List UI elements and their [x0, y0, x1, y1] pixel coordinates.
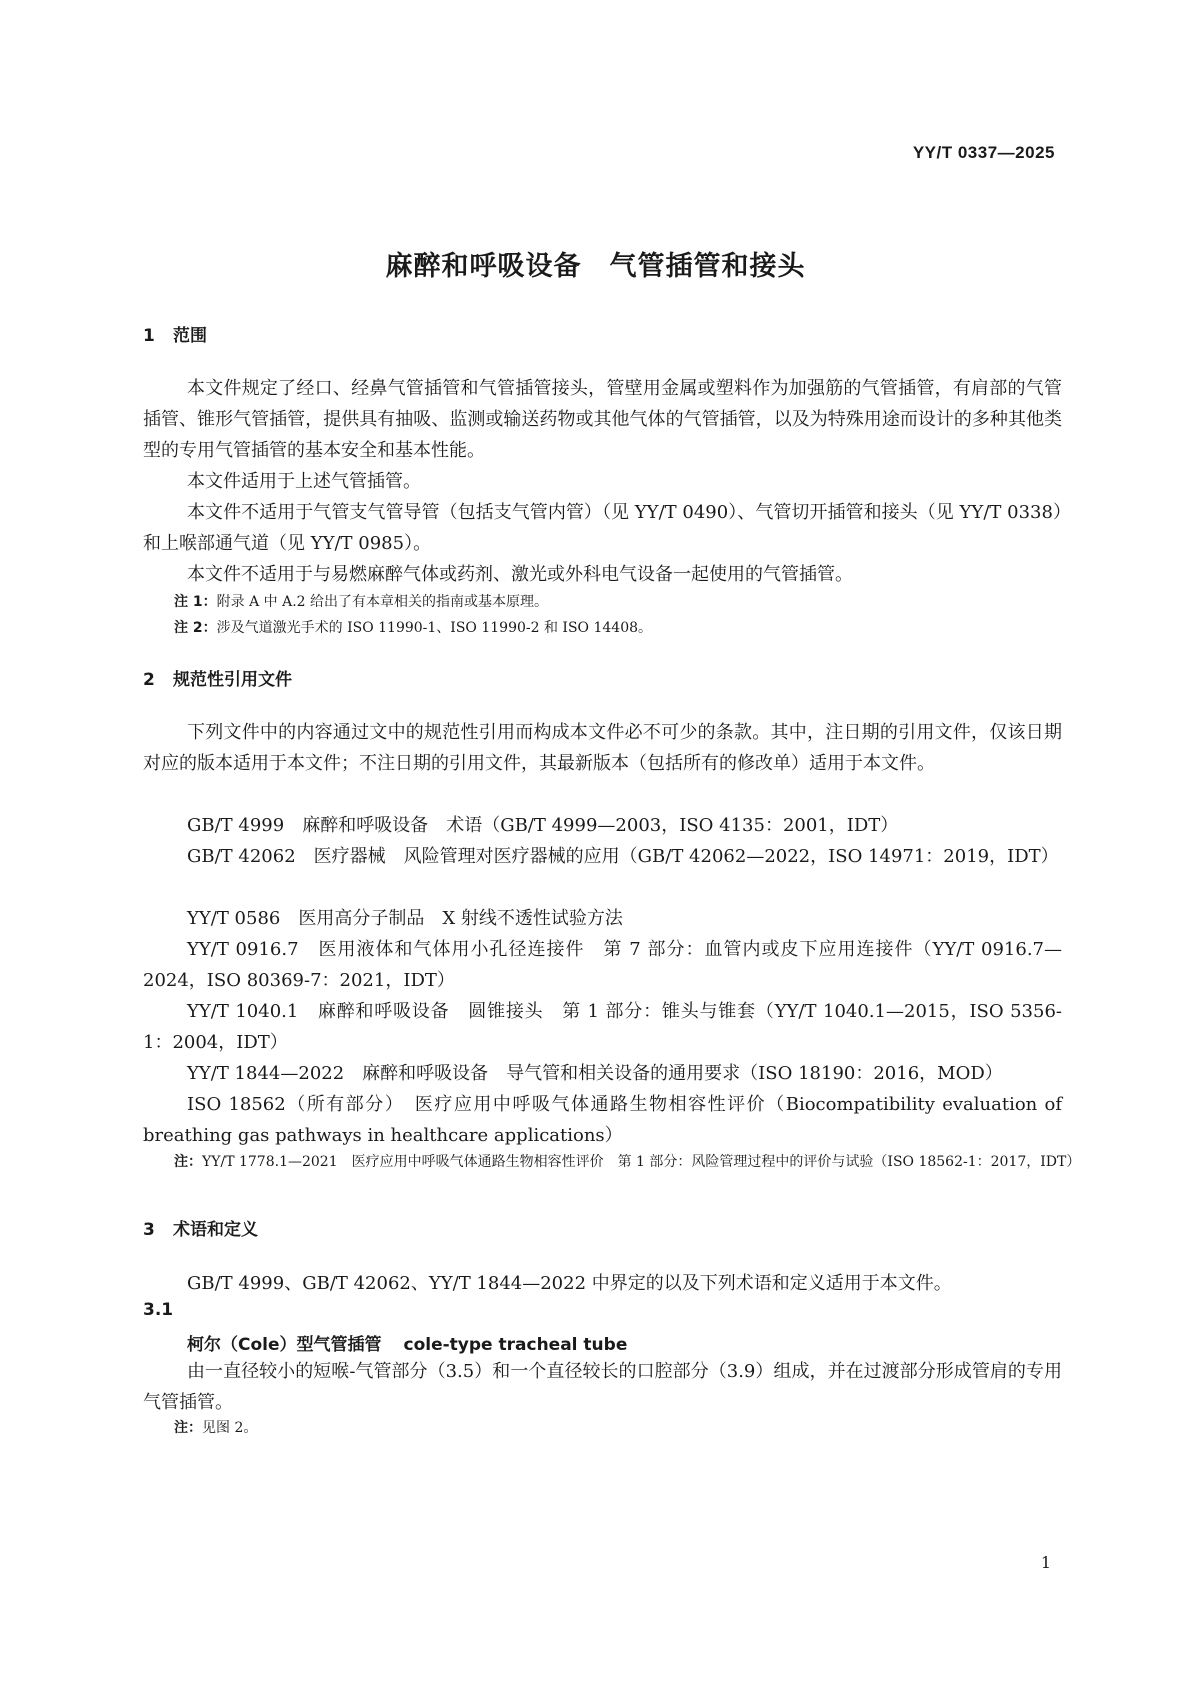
- scope-note-2: [174, 616, 1064, 641]
- reference-item: YY/T 1040.1 麻醉和呼吸设备 圆锥接头 第 1 部分：锥头与锥套（YY/T 1040.1—2015，ISO 5356-1：2004，IDT）: [143, 1001, 1062, 1053]
- section-heading-scope: [143, 321, 207, 346]
- page-number: 1: [1040, 1553, 1051, 1572]
- document-title: 麻醉和呼吸设备 气管插管和接头: [385, 251, 806, 282]
- reference-item: GB/T 42062 医疗器械 风险管理对医疗器械的应用（GB/T 42062—2022，ISO 14971：2019，IDT）: [187, 846, 1059, 867]
- section-number: 3: [143, 1220, 155, 1240]
- references-note: [174, 1150, 1097, 1175]
- section-heading-terms-definitions: [143, 1215, 258, 1240]
- scope-paragraph-2: 本文件适用于上述气管插管。: [187, 471, 421, 492]
- term-number: 3.1: [143, 1300, 174, 1320]
- section-title: 规范性引用文件: [173, 670, 292, 690]
- terms-intro: GB/T 4999、GB/T 42062、YY/T 1844—2022 中界定的以及下列术语和定义适用于本文件。: [187, 1273, 952, 1294]
- reference-item: YY/T 0916.7 医用液体和气体用小孔径连接件 第 7 部分：血管内或皮下应用连接件（YY/T 0916.7—2024，ISO 80369-7：2021，IDT）: [143, 939, 1062, 991]
- note-text: 附录 A 中 A.2 给出了有本章相关的指南或基本原理。: [216, 594, 549, 610]
- section-number: 1: [143, 326, 155, 346]
- standard-number: YY/T 0337—2025: [912, 143, 1055, 162]
- term-definition: 由一直径较小的短喉-气管部分（3.5）和一个直径较长的口腔部分（3.9）组成，并在过渡部分形成管肩的专用气管插管。: [143, 1361, 1062, 1413]
- term-zh: 柯尔（Cole）型气管插管: [187, 1335, 382, 1355]
- section-title: 范围: [173, 326, 207, 346]
- scope-paragraph-1: 本文件规定了经口、经鼻气管插管和气管插管接头，管壁用金属或塑料作为加强筋的气管插管，有肩部的气管插管、锥形气管插管，提供具有抽吸、监测或输送药物或其他气体的气管插管，以及为特殊用途而设计的多种其他类型的专用气管插管的基本安全和基本性能。: [143, 378, 1062, 461]
- note-text: 涉及气道激光手术的 ISO 11990-1、ISO 11990-2 和 ISO 14408。: [216, 620, 653, 636]
- reference-item: YY/T 1844—2022 麻醉和呼吸设备 导气管和相关设备的通用要求（ISO 18190：2016，MOD）: [187, 1063, 1003, 1084]
- term-note: [174, 1416, 1064, 1441]
- term-en: cole-type tracheal tube: [403, 1335, 628, 1355]
- note-label: 注：: [174, 1420, 202, 1436]
- scope-note-1: [174, 590, 1064, 615]
- section-number: 2: [143, 670, 155, 690]
- section-title: 术语和定义: [173, 1220, 258, 1240]
- note-label: 注 2：: [174, 620, 217, 636]
- scope-paragraph-3: 本文件不适用于气管支气管导管（包括支气管内管）（见 YY/T 0490）、气管切开插管和接头（见 YY/T 0338）和上喉部通气道（见 YY/T 0985）。: [143, 502, 1062, 554]
- reference-item: YY/T 0586 医用高分子制品 X 射线不透性试验方法: [187, 908, 623, 929]
- term-heading: [187, 1330, 627, 1355]
- reference-item: ISO 18562（所有部分） 医疗应用中呼吸气体通路生物相容性评价（Biocompatibility evaluation of breathing gas pathways in healthcare applications）: [143, 1094, 1062, 1146]
- scope-paragraph-4: 本文件不适用于与易燃麻醉气体或药剂、激光或外科电气设备一起使用的气管插管。: [187, 564, 853, 585]
- note-text: 见图 2。: [202, 1420, 258, 1436]
- note-label: 注 1：: [174, 594, 217, 610]
- note-text: YY/T 1778.1—2021 医疗应用中呼吸气体通路生物相容性评价 第 1 部分：风险管理过程中的评价与试验（ISO 18562-1：2017，IDT）: [202, 1154, 1081, 1170]
- references-intro: 下列文件中的内容通过文中的规范性引用而构成本文件必不可少的条款。其中，注日期的引用文件，仅该日期对应的版本适用于本文件；不注日期的引用文件，其最新版本（包括所有的修改单）适用于本文件。: [143, 722, 1062, 774]
- section-heading-normative-references: [143, 665, 292, 690]
- reference-item: GB/T 4999 麻醉和呼吸设备 术语（GB/T 4999—2003，ISO 4135：2001，IDT）: [187, 815, 899, 836]
- note-label: 注：: [174, 1154, 202, 1170]
